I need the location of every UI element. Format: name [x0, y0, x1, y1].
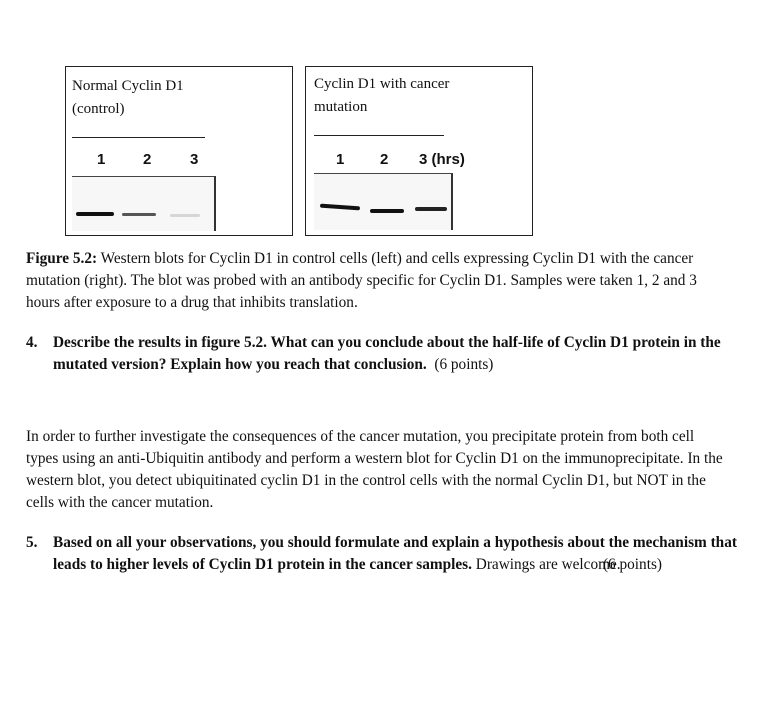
lane-label-1: 1: [336, 151, 345, 168]
question-number: 4.: [26, 334, 38, 351]
lane-label-3: 3: [190, 151, 199, 168]
lane-label-1: 1: [97, 151, 106, 168]
lane-label-3-hrs: 3 (hrs): [419, 151, 465, 168]
panel-title-control: Normal Cyclin D1 (control): [72, 78, 184, 117]
question-prompt: Describe the results in figure 5.2. What can you conclude about the half-life of Cyclin D1 protein in the mutated version? Explain how you reach that conclusion.: [53, 334, 721, 373]
question-points: (6 points): [602, 556, 662, 573]
caption-label: Figure 5.2:: [26, 250, 98, 267]
blot-panel-mutant: [305, 66, 533, 236]
blot-panel-control: [65, 66, 293, 236]
question-5: [26, 532, 738, 576]
band-lane-3: [170, 214, 200, 217]
question-prompt: Based on all your observations, you should formulate and explain a hypothesis about the mechanism that leads to higher levels of Cyclin D1 protein in the cancer samples.: [53, 534, 737, 573]
band-lane-3: [415, 207, 447, 211]
band-lane-2: [122, 213, 156, 216]
band-lane-2: [370, 209, 404, 213]
question-note: Drawings are welcome.: [471, 556, 621, 573]
title-underline: [314, 135, 444, 136]
question-number: 5.: [26, 534, 38, 551]
band-lane-1: [320, 204, 360, 211]
band-lane-1: [76, 212, 114, 216]
blot-image-control: [72, 176, 216, 231]
caption-text: Western blots for Cyclin D1 in control cells (left) and cells expressing Cyclin D1 with the cancer mutation (right). The blot was probed with an antibody specific for Cyclin D1. Samples were taken 1, 2 and 3 hours after exposure to a drug that inhibits translation.: [26, 250, 697, 311]
blot-image-mutant: [314, 173, 453, 230]
question-points: (6 points): [434, 356, 494, 373]
lane-label-2: 2: [380, 151, 389, 168]
intro-paragraph: In order to further investigate the consequences of the cancer mutation, you precipitate protein from both cell types using an anti-Ubiquitin antibody and perform a western blot for Cyclin D1 on the immunoprecipitate. In the western blot, you detect ubiquitinated cyclin D1 in the control cells with the normal Cyclin D1, but NOT in the cells with the cancer mutation.: [26, 428, 723, 511]
panel-title-mutant: Cyclin D1 with cancer mutation: [314, 76, 450, 115]
question-4: [26, 332, 738, 376]
title-underline: [72, 137, 205, 138]
figure-caption: [26, 248, 726, 314]
lane-label-2: 2: [143, 151, 152, 168]
